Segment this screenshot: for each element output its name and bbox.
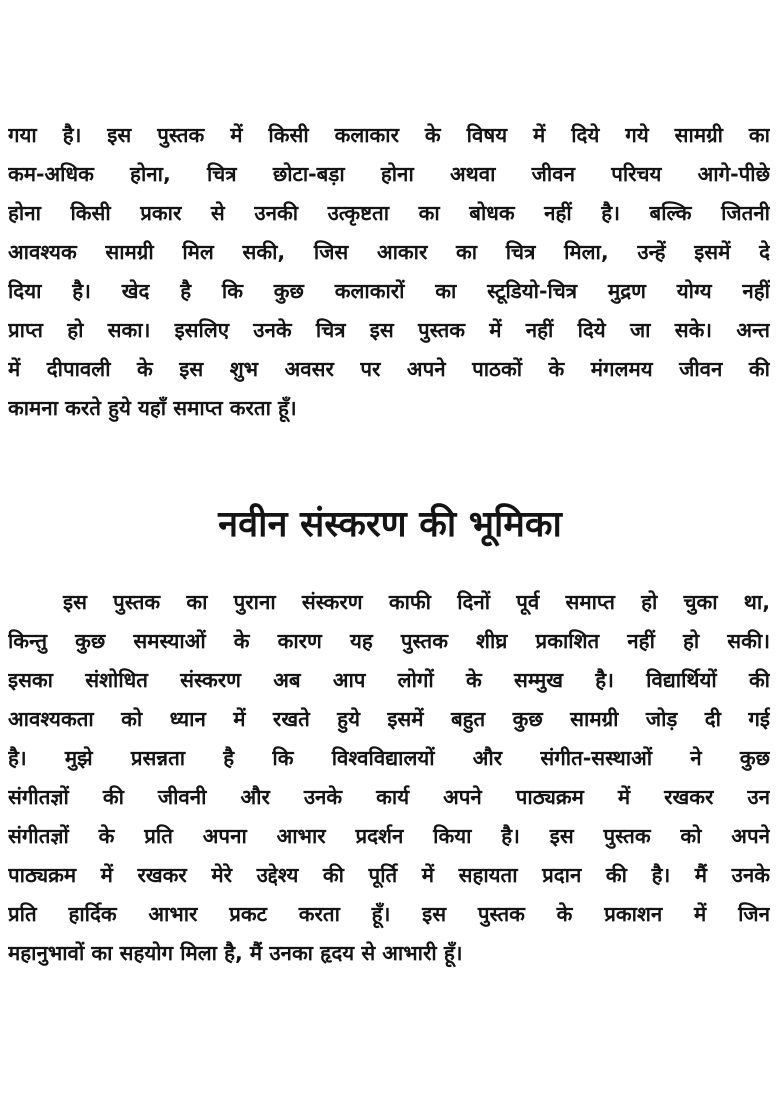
new-edition-preface-paragraph — [8, 583, 770, 973]
text-line: इस पुस्तक का पुराना संस्करण काफी दिनों पूर्व समाप्त हो चुका था, — [63, 590, 770, 614]
text-line: आवश्यक सामग्री मिल सकी, जिस आकार का चित्र मिला, उन्हें इसमें दे — [8, 240, 770, 264]
text-line: पाठ्यक्रम में रखकर मेरे उद्देश्य की पूर्ति में सहायता प्रदान की है। मैं उनके — [8, 863, 770, 887]
preface-closing-paragraph — [8, 116, 770, 428]
text-line: कम-अधिक होना, चित्र छोटा-बड़ा होना अथवा जीवन परिचय आगे-पीछे — [8, 162, 770, 186]
text-line: संगीतज्ञों की जीवनी और उनके कार्य अपने पाठ्यक्रम में रखकर उन — [8, 785, 770, 809]
text-line: कामना करते हुये यहाँ समाप्त करता हूँ। — [8, 396, 297, 420]
text-line: प्रति हार्दिक आभार प्रकट करता हूँ। इस पुस्तक के प्रकाशन में जिन — [8, 902, 770, 926]
text-line: में दीपावली के इस शुभ अवसर पर अपने पाठकों के मंगलमय जीवन की — [8, 357, 770, 381]
text-line: किन्तु कुछ समस्याओं के कारण यह पुस्तक शीघ्र प्रकाशित नहीं हो सकी। — [8, 629, 770, 653]
text-line: होना किसी प्रकार से उनकी उत्कृष्टता का बोधक नहीं है। बल्कि जितनी — [8, 201, 770, 225]
section-heading: नवीन संस्करण की भूमिका — [218, 504, 562, 545]
text-line: प्राप्त हो सका। इसलिए उनके चित्र इस पुस्तक में नहीं दिये जा सके। अन्त — [8, 318, 770, 342]
text-line: गया है। इस पुस्तक में किसी कलाकार के विषय में दिये गये सामग्री का — [8, 123, 770, 147]
text-line: आवश्यकता को ध्यान में रखते हुये इसमें बहुत कुछ सामग्री जोड़ दी गई — [8, 707, 770, 731]
text-line: दिया है। खेद है कि कुछ कलाकारों का स्टूडियो-चित्र मुद्रण योग्य नहीं — [8, 279, 770, 303]
text-line: इसका संशोधित संस्करण अब आप लोगों के सम्मुख है। विद्यार्थियों की — [8, 668, 770, 692]
text-line: संगीतज्ञों के प्रति अपना आभार प्रदर्शन किया है। इस पुस्तक को अपने — [8, 824, 770, 848]
text-line: है। मुझे प्रसन्नता है कि विश्वविद्यालयों और संगीत-सस्थाओं ने कुछ — [8, 746, 770, 770]
text-line: महानुभावों का सहयोग मिला है, मैं उनका हृदय से आभारी हूँ। — [8, 941, 463, 965]
